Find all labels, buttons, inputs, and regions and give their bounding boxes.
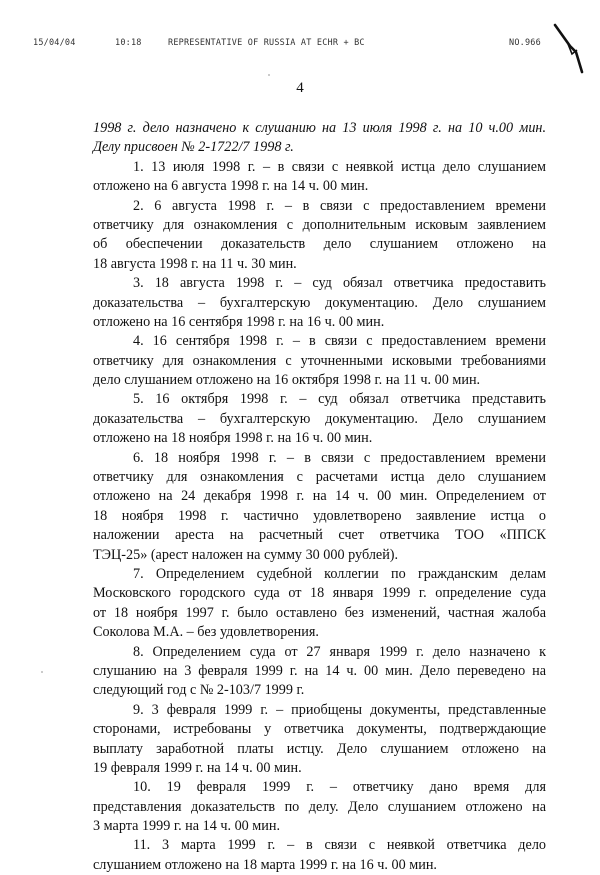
text-line: Московского городского суда от 18 января 1999 г. определение суда (93, 585, 546, 602)
text-line: 6. 18 ноября 1998 г. – в связи с предоставлением времени (133, 449, 546, 466)
text-line: следующий год с № 2-103/7 1999 г. (93, 682, 305, 699)
text-line: 19 февраля 1999 г. на 14 ч. 00 мин. (93, 759, 302, 776)
text-line: от 18 ноября 1997 г. было оставлено без изменений, частная жалоба (93, 604, 546, 621)
text-line: 1998 г. дело назначено к слушанию на 13 июля 1998 г. на 10 ч.00 мин. (93, 120, 546, 136)
text-line: Соколова М.А. – без удовлетворения. (93, 624, 319, 641)
text-line: 3 марта 1999 г. на 14 ч. 00 мин. (93, 818, 281, 835)
text-line: выплату заработной платы истцу. Дело слушанием отложено на (93, 740, 546, 757)
list-item (93, 565, 546, 643)
list-item (93, 197, 546, 275)
text-line: 9. 3 февраля 1999 г. – приобщены документы, представленные (133, 701, 546, 718)
list-item (93, 643, 546, 701)
text-line: отложено на 16 сентября 1998 г. на 16 ч. 00 мин. (93, 313, 385, 330)
text-line: 18 августа 1998 г. на 11 ч. 30 мин. (93, 255, 297, 272)
text-line: отложено на 24 декабря 1998 г. на 14 ч. 00 мин. Определением от (93, 488, 546, 505)
list-item (93, 701, 546, 779)
intro-paragraph (93, 119, 546, 158)
list-item (93, 274, 546, 332)
text-line: представления доказательств по делу. Дело слушанием отложено на (93, 798, 546, 815)
text-line: 3. 18 августа 1998 г. – суд обязал ответчика предоставить (133, 275, 546, 292)
fax-date: 15/04/04 (33, 38, 76, 48)
page-number: 4 (296, 80, 304, 96)
text-line: об обеспечении доказательств дело слушанием отложено на (93, 236, 546, 253)
list-item (93, 390, 546, 448)
text-line: 7. Определением судебной коллегии по гражданским делам (133, 565, 546, 582)
fax-header (0, 38, 600, 54)
scan-speck (41, 671, 43, 673)
text-line: сторонами, истребованы у ответчика документы, подтверждающие (93, 721, 546, 738)
scan-speck (268, 74, 270, 76)
list-item (93, 778, 546, 836)
fax-time: 10:18 (115, 38, 142, 48)
fax-sender: REPRESENTATIVE OF RUSSIA AT ECHR + BC (168, 38, 365, 48)
text-line: ответчику для ознакомления с расчетами истца дело слушанием (93, 469, 546, 486)
numbered-items (93, 158, 546, 875)
text-line: 11. 3 марта 1999 г. – в связи с неявкой ответчика дело (133, 837, 546, 854)
handwritten-slash-mark-icon (548, 22, 588, 74)
text-line: 18 ноября 1998 г. частично удовлетворено заявление истца о (93, 507, 546, 524)
text-line: 1. 13 июля 1998 г. – в связи с неявкой истца дело слушанием (133, 158, 546, 175)
text-line: ответчику для ознакомления с уточненными исковыми требованиями (93, 352, 546, 369)
document-body (93, 119, 546, 875)
text-line: доказательства – бухгалтерскую документацию. Дело слушанием (93, 410, 546, 427)
text-line: 5. 16 октября 1998 г. – суд обязал ответчика представить (133, 391, 546, 408)
text-line: слушанием отложено на 18 марта 1999 г. на 16 ч. 00 мин. (93, 856, 437, 873)
list-item (93, 158, 546, 197)
text-line: 10. 19 февраля 1999 г. – ответчику дано время для (133, 779, 546, 796)
list-item (93, 449, 546, 565)
text-line: 8. Определением суда от 27 января 1999 г. дело назначено к (133, 643, 546, 660)
text-line: дело слушанием отложено на 16 октября 1998 г. на 11 ч. 00 мин. (93, 372, 481, 389)
text-line: отложено на 6 августа 1998 г. на 14 ч. 00 мин. (93, 178, 369, 195)
list-item (93, 332, 546, 390)
text-line: 2. 6 августа 1998 г. – в связи с предоставлением времени (133, 197, 546, 214)
text-line: отложено на 18 ноября 1998 г. на 16 ч. 00 мин. (93, 430, 373, 447)
text-line: доказательства – бухгалтерскую документацию. Дело слушанием (93, 294, 546, 311)
text-line: Делу присвоен № 2-1722/7 1998 г. (93, 139, 294, 156)
fax-number: NO.966 (509, 38, 541, 48)
text-line: 4. 16 сентября 1998 г. – в связи с предоставлением времени (133, 333, 546, 350)
text-line: наложении ареста на расчетный счет ответчика ТОО «ППСК (93, 527, 546, 544)
text-line: ответчику для ознакомления с дополнительным исковым заявлением (93, 216, 546, 233)
text-line: слушанию на 3 февраля 1999 г. на 14 ч. 00 мин. Дело переведено на (93, 662, 546, 679)
list-item (93, 836, 546, 875)
text-line: ТЭЦ-25» (арест наложен на сумму 30 000 рублей). (93, 546, 399, 563)
